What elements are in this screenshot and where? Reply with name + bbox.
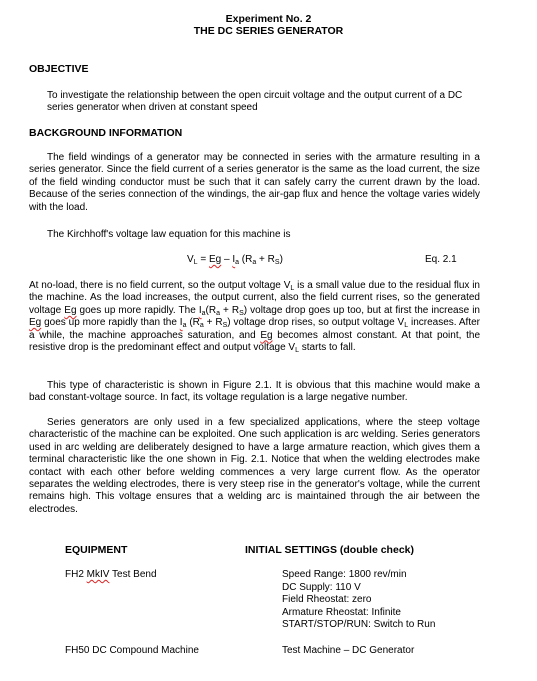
- eq-ia-sub: a: [235, 259, 240, 266]
- setting-start-stop-run: START/STOP/RUN: Switch to Run: [282, 619, 436, 631]
- equipment-item-1: FH2 MkIV Test Bend: [65, 569, 157, 580]
- objective-heading: OBJECTIVE: [29, 63, 89, 75]
- eq-ra-sub: a: [252, 259, 257, 266]
- eq-paren-close: ): [279, 254, 283, 265]
- equipment-item-2: FH50 DC Compound Machine: [65, 645, 199, 656]
- eq-vl-sub: L: [193, 259, 198, 266]
- equipment-item-1-settings: [282, 569, 435, 632]
- equipment-heading: EQUIPMENT: [65, 544, 128, 556]
- eq-paren-open: (R: [239, 254, 253, 265]
- initial-settings-heading: INITIAL SETTINGS (double check): [245, 544, 414, 556]
- setting-dc-supply: DC Supply: 110 V: [282, 581, 361, 593]
- eq-rs-sub: S: [274, 259, 280, 266]
- equation-number: Eq. 2.1: [425, 254, 457, 265]
- background-heading: BACKGROUND INFORMATION: [29, 127, 183, 139]
- document-title: THE DC SERIES GENERATOR: [193, 25, 344, 37]
- setting-field-rheostat: Field Rheostat: zero: [282, 594, 372, 606]
- kvl-intro: The Kirchhoff's voltage law equation for this machine is: [47, 229, 291, 240]
- experiment-number: Experiment No. 2: [225, 13, 312, 25]
- objective-text: To investigate the relationship between the open circuit voltage and the output current of a DC series generator when driven at constant speed: [47, 90, 463, 114]
- eq-eg: Eg: [208, 254, 222, 265]
- eq-plus: + R: [256, 254, 275, 265]
- eq-equals: =: [197, 254, 209, 265]
- setting-armature-rheostat: Armature Rheostat: Infinite: [282, 606, 401, 618]
- eq-ia: I: [232, 254, 236, 265]
- equation-2-1: [187, 254, 283, 265]
- background-paragraph-2: At no-load, there is no field current, so the output voltage $V_L$ is a small value due to the residual flux in the machine. As the load increases, the output current, also the field current rises, so the generated voltage Eg goes up more rapidly. The $I_a(R_a + R_S)$ voltage drop goes up too, but at first the increase in Eg goes up more rapidly than the $I_a$ $(R_a + R_S)$ voltage drop rises, so output voltage $V_L$ increases. After a while, the machine approaches saturation, and Eg becomes almost constant. At that point, the resistive drop is the predominant effect and output voltage $V_L$ starts to fall.: [29, 280, 480, 355]
- background-paragraph-1: The field windings of a generator may be connected in series with the armature resulting in a series generator. Since the field current of a series generator is the same as the load current, the size of the field winding conductor must be such that it can safely carry the current drawn by the load. Because of the series connection of the windings, the air-gap flux and hence the voltage varies widely with the load.: [29, 152, 480, 213]
- eq-minus: –: [221, 254, 233, 265]
- setting-speed-range: Speed Range: 1800 rev/min: [282, 569, 407, 580]
- background-paragraph-4: Series generators are only used in a few specialized applications, where the steep voltage characteristic of the machine can be exploited. One such application is arc welding. Series generators used in arc welding are deliberately designed to have a large armature reaction, which gives them a terminal characteristic like the one shown in Fig. 2.1. Notice that when the welding electrodes make contact with each other before welding commences a very large current flow. As the operator separates the welding electrodes, there is very steep rise in the generator's voltage, while the current remains high. This voltage ensures that a welding arc is maintained through the air between the electrodes.: [29, 417, 480, 515]
- equipment-item-2-setting: Test Machine – DC Generator: [282, 645, 415, 656]
- background-paragraph-3: This type of characteristic is shown in Figure 2.1. It is obvious that this machine would make a bad constant-voltage source. In fact, its voltage regulation is a large negative number.: [29, 380, 480, 404]
- eq-vl: V: [187, 254, 194, 265]
